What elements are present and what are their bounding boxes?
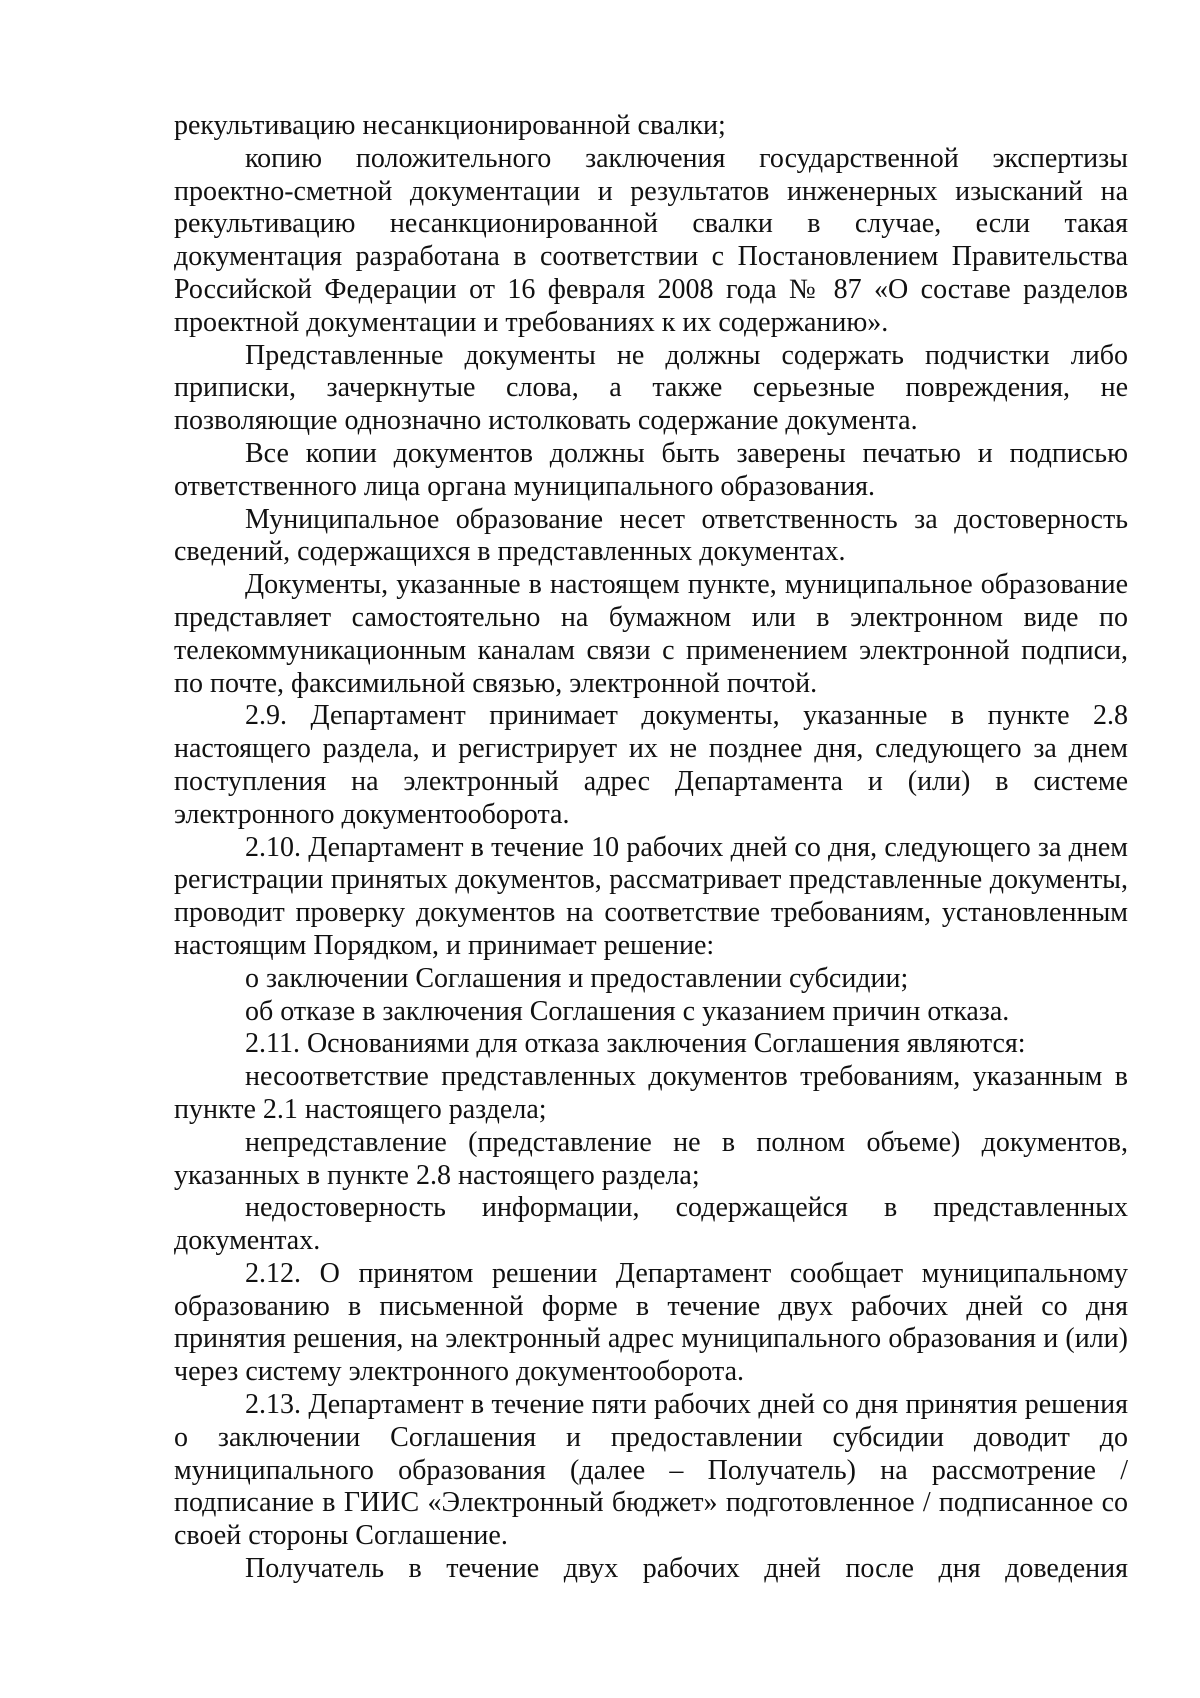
paragraph-4: Муниципальное образование несет ответственность за достоверность сведений, содержащихся в представленных документах. bbox=[174, 503, 1128, 568]
paragraph-8: о заключении Соглашения и предоставлении субсидии; bbox=[245, 962, 909, 994]
paragraph-0: рекультивацию несанкционированной свалки; bbox=[174, 110, 726, 141]
paragraph-10: 2.11. Основаниями для отказа заключения Соглашения являются: bbox=[245, 1028, 1026, 1060]
paragraph-1: копию положительного заключения государственной экспертизы проектно-сметной документации и результатов инженерных изысканий на рекультивацию несанкционированной свалки в случае, если такая документация разработана в соответствии с Постановлением Правительства Российской Федерации от 16 февраля 2008 года № 87 «О составе разделов проектной документации и требованиях к их содержанию». bbox=[174, 142, 1128, 338]
paragraph-13: недостоверность информации, содержащейся в представленных документах. bbox=[174, 1192, 1128, 1257]
paragraph-2: Представленные документы не должны содержать подчистки либо приписки, зачеркнутые слова, а также серьезные повреждения, не позволяющие однозначно истолковать содержание документа. bbox=[174, 339, 1128, 437]
paragraph-11: несоответствие представленных документов требованиям, указанным в пункте 2.1 настоящего раздела; bbox=[174, 1061, 1128, 1125]
document-page bbox=[174, 110, 1128, 1586]
paragraph-3: Все копии документов должны быть заверены печатью и подписью ответственного лица органа муниципального образования. bbox=[174, 437, 1128, 502]
paragraph-16: Получатель в течение двух рабочих дней после дня доведения bbox=[245, 1553, 1128, 1585]
paragraph-12: непредставление (представление не в полном объеме) документов, указанных в пункте 2.8 настоящего раздела; bbox=[174, 1126, 1128, 1191]
paragraph-5: Документы, указанные в настоящем пункте, муниципальное образование представляет самостоятельно на бумажном или в электронном виде по телекоммуникационным каналам связи с применением электронной подписи, по почте, факсимильной связью, электронной почтой. bbox=[174, 569, 1128, 699]
paragraph-7: 2.10. Департамент в течение 10 рабочих дней со дня, следующего за днем регистрации принятых документов, рассматривает представленные документы, проводит проверку документов на соответствие требованиям, установленным настоящим Порядком, и принимает решение: bbox=[174, 831, 1128, 961]
paragraph-6: 2.9. Департамент принимает документы, указанные в пункте 2.8 настоящего раздела, и регистрирует их не позднее дня, следующего за днем поступления на электронный адрес Департамента и (или) в системе электронного документооборота. bbox=[174, 700, 1128, 830]
paragraph-15: 2.13. Департамент в течение пяти рабочих дней со дня принятия решения о заключении Соглашения и предоставлении субсидии доводит до муниципального образования (далее – Получатель) на рассмотрение / подписание в ГИИС «Электронный бюджет» подготовленное / подписанное со своей стороны Соглашение. bbox=[174, 1389, 1128, 1552]
paragraph-14: 2.12. О принятом решении Департамент сообщает муниципальному образованию в письменной форме в течение двух рабочих дней со дня принятия решения, на электронный адрес муниципального образования и (или) через систему электронного документооборота. bbox=[174, 1257, 1128, 1388]
paragraph-9: об отказе в заключения Соглашения с указанием причин отказа. bbox=[245, 995, 1010, 1027]
